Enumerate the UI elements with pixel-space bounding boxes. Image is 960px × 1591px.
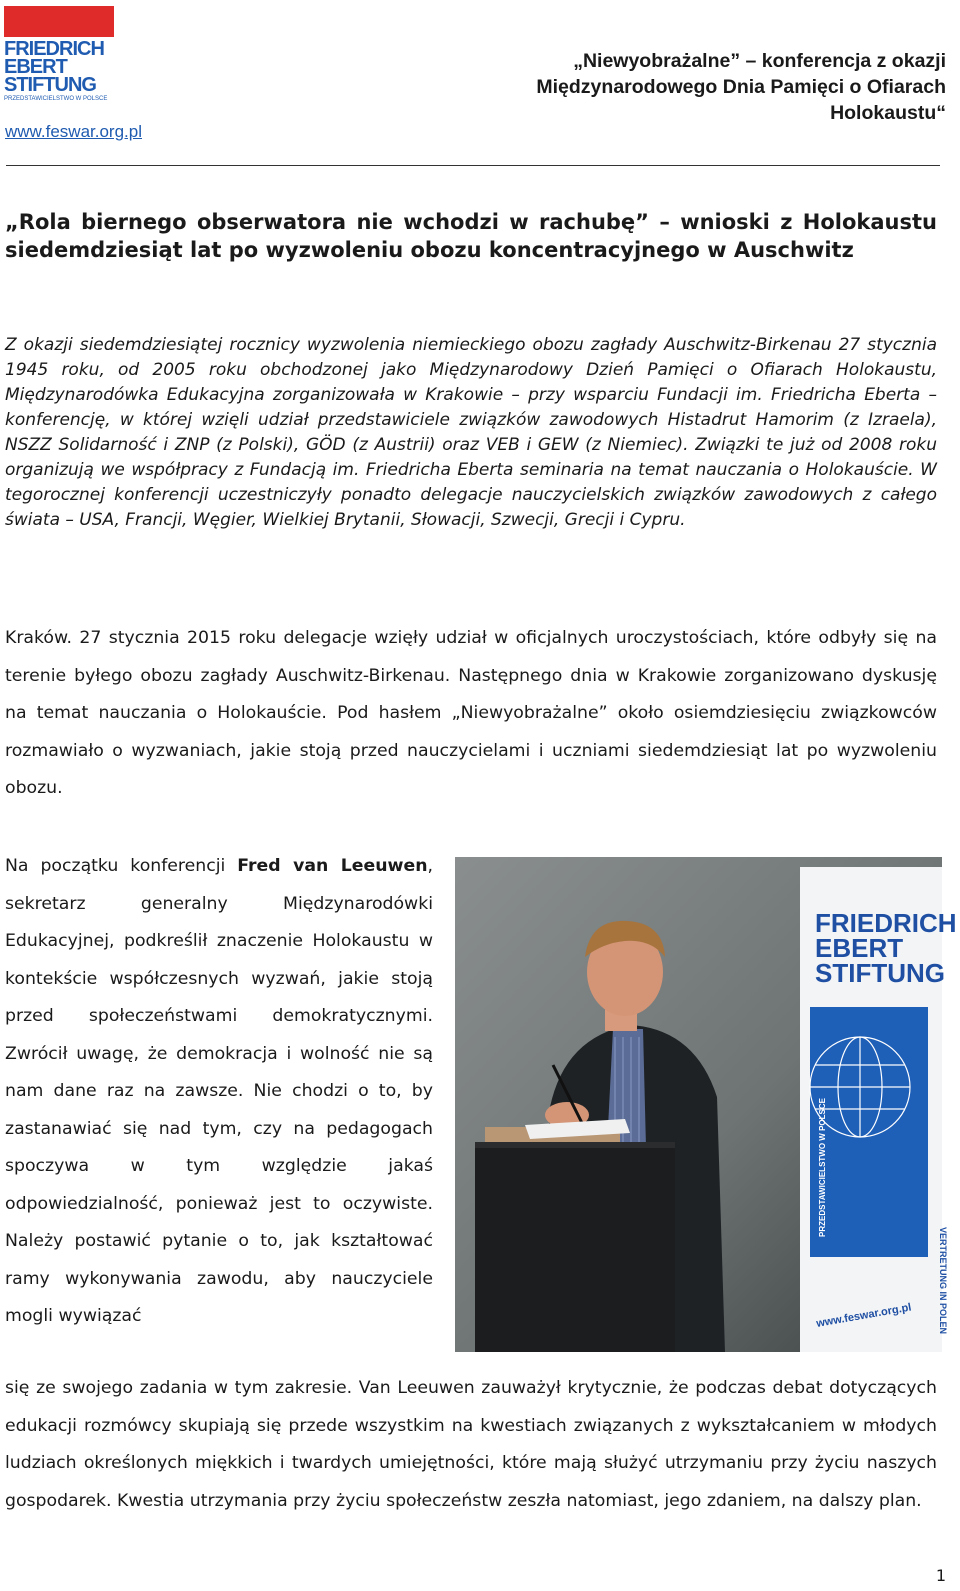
logo-red-block (4, 6, 114, 37)
article-title: „Rola biernego obserwatora nie wchodzi w rachubę” – wnioski z Holokaustu siedemdziesiąt lat po wyzwoleniu obozu koncentracyjnego w Auschwitz (5, 210, 937, 262)
banner-vertical-text-2: VERTRETUNG IN POLEN (938, 1227, 948, 1335)
body-paragraph-1: Kraków. 27 stycznia 2015 roku delegacje wzięły udział w oficjalnych uroczystościach, które odbyły się na terenie byłego obozu zagłady Auschwitz-Birkenau. Następnego dnia w Krakowie zorganizowano dyskusję na temat nauczania o Holokauście. Pod hasłem „Niewyobrażalne” około osiemdziesięciu związkowców rozmawiało o wyzwaniach, jakie stoją przed nauczycielami i uczniami siedemdziesiąt lat po wyzwoleniu obozu. (5, 628, 937, 798)
banner-line-3: STIFTUNG (815, 958, 945, 988)
logo-line-2: EBERT (4, 56, 67, 78)
conference-photo (455, 857, 957, 1352)
speaker-name: Fred van Leeuwen (237, 856, 428, 876)
logo-line-3: STIFTUNG (4, 74, 96, 96)
fes-banner (800, 867, 957, 1352)
fes-logo (4, 6, 116, 102)
logo-wordmark (4, 40, 116, 94)
body-paragraph-2 (5, 848, 433, 1336)
logo-subtitle: PRZEDSTAWICIELSTWO W POLSCE (4, 96, 108, 102)
banner-url: www.feswar.org.pl (815, 1301, 913, 1330)
paragraph-text: Na początku konferencji (5, 856, 238, 876)
site-link[interactable]: www.feswar.org.pl (5, 122, 142, 141)
banner-vertical-text: PRZEDSTAWICIELSTWO W POLSCE (818, 1098, 827, 1237)
header-title: „Niewyobrażalne” – konferencja z okazji Międzynarodowego Dnia Pamięci o Ofiarach Holokaustu“ (536, 50, 946, 124)
header-divider (6, 165, 940, 166)
logo-line-1: FRIEDRICH (4, 38, 104, 60)
banner-line-1: FRIEDRICH (815, 908, 957, 938)
body-paragraph-3: się ze swojego zadania w tym zakresie. Van Leeuwen zauważył krytycznie, że podczas debat dotyczących edukacji rozmówcy skupiają się przede wszystkim na kwestiach związanych z wykształcaniem w młodych ludziach określonych miękkich i twardych umiejętności, które mają służyć utrzymaniu przy życiu naszych gospodarek. Kwestia utrzymania przy życiu społeczeństw zeszła natomiast, jego zdaniem, na dalszy plan. (5, 1378, 937, 1511)
lead-paragraph: Z okazji siedemdziesiątej rocznicy wyzwolenia niemieckiego obozu zagłady Auschwitz-Birkenau 27 stycznia 1945 roku, od 2005 roku obchodzonej jako Międzynarodowy Dzień Pamięci o Ofiarach Holokaustu, Międzynarodówka Edukacyjna zorganizowała w Krakowie – przy wsparciu Fundacji im. Friedricha Eberta – konferencję, w której wzięli udział przedstawiciele związków zawodowych Histadrut Hamorim (z Izraela), NSZZ Solidarność i ZNP (z Polski), GÖD (z Austrii) oraz VEB i GEW (z Niemiec). Związki te już od 2008 roku organizują we współpracy z Fundacją im. Friedricha Eberta seminaria na temat nauczania o Holokauście. W tegorocznej konferencji uczestniczyły ponadto delegacje nauczycielskich związków zawodowych z całego świata – USA, Francji, Węgier, Wielkiej Brytanii, Słowacji, Szwecji, Grecji i Cypru. (5, 335, 937, 530)
photo-illustration (455, 857, 957, 1352)
banner-line-2: EBERT (815, 933, 904, 963)
page-number: 1 (935, 1566, 946, 1585)
paragraph-text: , sekretarz generalny Międzynarodówki Edukacyjnej, podkreślił znaczenie Holokaustu w kontekście współczesnych wyzwań, jakie stoją przed społeczeństwami demokratycznymi. Zwrócił uwagę, że demokracja i wolność nie są nam dane raz na zawsze. Nie chodzi o to, by zastanawiać się nad tym, czy na pedagogach spoczywa w tym względzie jakaś odpowiedzialność, ponieważ jest to oczywiste. Należy postawić pytanie o to, jak kształtować ramy wykonywania zawodu, aby nauczyciele mogli wywiązać (5, 856, 434, 1326)
